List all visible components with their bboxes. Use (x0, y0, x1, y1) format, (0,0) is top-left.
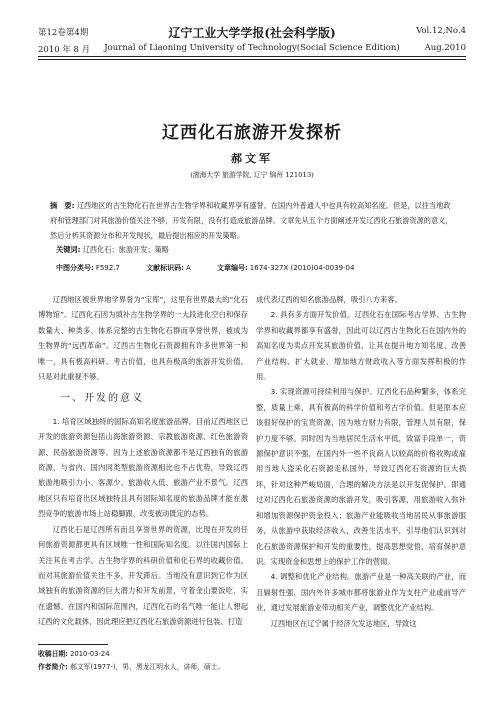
author-bio: 郝文军(1977-)，男，黑龙江明水人，讲师，硕士。 (70, 663, 225, 671)
body-paragraph: 辽西化石是辽西所有而且享誉世界的资源，比现在开发的任何旅游资源都更具有区域唯一性和国际知名度。以往国内国际上关注其在考古学、古生物学界的科研价值和化石界的收藏价值，而对其旅游价值关注不多，开发滞后。当地没有意识到它作为区域独有的旅游资源的巨大潜力和开发前景，守着金山要饭吃，实在遗憾。在国内和国际范围内，辽西化石的名气唯一能让人想起辽西的文化载体，因此理应把辽西化石旅游资源进行包装、打造 (38, 524, 248, 627)
abstract (50, 198, 454, 243)
header-volume-cn: 第12卷第4期 (38, 28, 89, 38)
keywords-text: 辽西化石；旅游开发；策略 (82, 245, 169, 254)
article-number-value: 1674-327X (2010)04-0039-04 (249, 264, 355, 272)
body-column-left (38, 292, 248, 630)
body-paragraph: 辽西地区在辽宁属于经济欠发达地区，导致这 (270, 618, 417, 628)
article-number-label: 文章编号: (216, 264, 248, 272)
author-affiliation: (渤海大学 旅游学院, 辽宁 锦州 121013) (190, 171, 314, 179)
doc-code-value: A (185, 264, 191, 272)
footnote-rule (38, 644, 108, 645)
body-paragraph: 辽西地区被世界地学界誉为“宝库”，这里有世界最大的“化石博物馆”。辽西化石因为填补古生物学界的一大段进化空白和保存数量大、种类多、体系完整的古生物化石群而享誉世界，被成为生物界的“远西革命”。辽西古生物化石资源拥有许多世界第一和唯一，具有极高科研、考古价值，也具有极高的旅游开发价值，只是对此重视不够。 (38, 295, 248, 382)
abstract-text: 辽西地区的古生物化石在世界古生物学界和收藏界享有盛誉。在国内外普通人中也具有较高知名度。但是，以往当地政府和管理部门对其旅游价值关注不够，开发有限，没有打造成旅游品牌。文章先从五个方面阐述开发辽西化石旅游资源的意义，然后分析其资源分布和开发现状，最后提出相应的开发策略。 (50, 201, 453, 240)
section-heading: 一、开发的意义 (60, 393, 144, 405)
header-date-en: Aug.2010 (424, 43, 466, 53)
keywords (56, 245, 169, 255)
header-journal-en: Journal of Liaoning University of Technology(Social Science Edition) (104, 43, 400, 53)
class-label: 中图分类号: (56, 264, 94, 272)
body-paragraph: 4. 调整和优化产业结构。旅游产业是一种高关联的产业，而且辐射性强，国内外许多城市都将旅游业作为支柱产业或前导产业，通过发展旅游业带动相关产业，调整优化产业结构。 (256, 572, 466, 613)
article-title: 辽西化石旅游开发探析 (162, 123, 342, 143)
header-date-cn: 2010 年 8 月 (38, 45, 91, 55)
keywords-label: 关键词: (56, 245, 81, 254)
class-value: F592.7 (95, 264, 120, 272)
body-column-right (256, 292, 466, 631)
body-paragraph: 成代表辽西的知名旅游品牌，吸引八方来客。 (256, 295, 402, 304)
header-rule-thin (38, 59, 466, 60)
header-rule-thick (38, 56, 466, 57)
body-paragraph: 2. 具有多方面开发价值。辽西化石在国际考古学界、古生物学界和收藏界都享有盛誉，因此可以辽西古生物化石在国内外的高知名度为卖点开发其旅游价值，让其在提升地方知名度、改善产业结构、扩大就业、增加地方财政收入等方面发挥积极的作用。 (256, 310, 466, 382)
article-author: 郝文军 (231, 152, 273, 165)
received-label: 收稿日期: (38, 650, 68, 658)
body-paragraph: 1. 培育区域独特的国际高知名度旅游品牌。目前辽西地区已开发的旅游资源包括山海旅游资源、宗教旅游资源、红色旅游资源、民俗旅游资源等。因为上述旅游资源都不是辽西独有的旅游资源，与省内、国内同类型旅游资源相比也不占优势，导致辽西旅游地吸引力小、客源少、旅游收入低、旅游产业不景气。辽西地区只有培育出区域独特且具有国际知名度的旅游品牌才能在激烈竞争的旅游市场上站稳脚跟，改变被动既定的态势。 (38, 416, 248, 519)
abstract-label: 摘 要: (50, 201, 75, 210)
header-journal-cn: 辽宁工业大学学报(社会科学版) (168, 26, 336, 40)
author-bio-label: 作者简介: (38, 663, 68, 671)
header-volume-en: Vol.12,No.4 (416, 26, 466, 36)
doc-code-label: 文献标识码: (146, 264, 184, 272)
received-date: 2010-03-24 (70, 650, 110, 658)
body-paragraph: 3. 实现资源可持续利用与保护。辽西化石品种繁多，体系完整，质量上乘，具有极高的科学价值和考古学价值。但是原本应该很好保护的宝贵资源，因为地方财力有限，管理人员有限，保护力度不够。同时因为当地居民生活水平低，致富手段单一，资源保护意识不强，在国内外一些不良商人以较高的价格收购或雇用当地人盗采化石资源走私国外，导致辽西化石资源的巨大损坏，针对这种严峻局面，合理的解决方法是以开发促保护。即通过对辽西化石旅游资源的旅游开发，吸引客源，用旅游收入弥补和增加资源保护资金投入；旅游产业能吸收当地居民从事旅游服务，从旅游中获取经济收入，改善生活水平，引导他们认识到对化石旅游资源保护和开发的重要性，提高思想觉悟，培育保护意识。实现资金和思想上的保护工作的营彻。 (256, 387, 466, 566)
classification-line (56, 263, 456, 273)
footnote (38, 648, 224, 674)
